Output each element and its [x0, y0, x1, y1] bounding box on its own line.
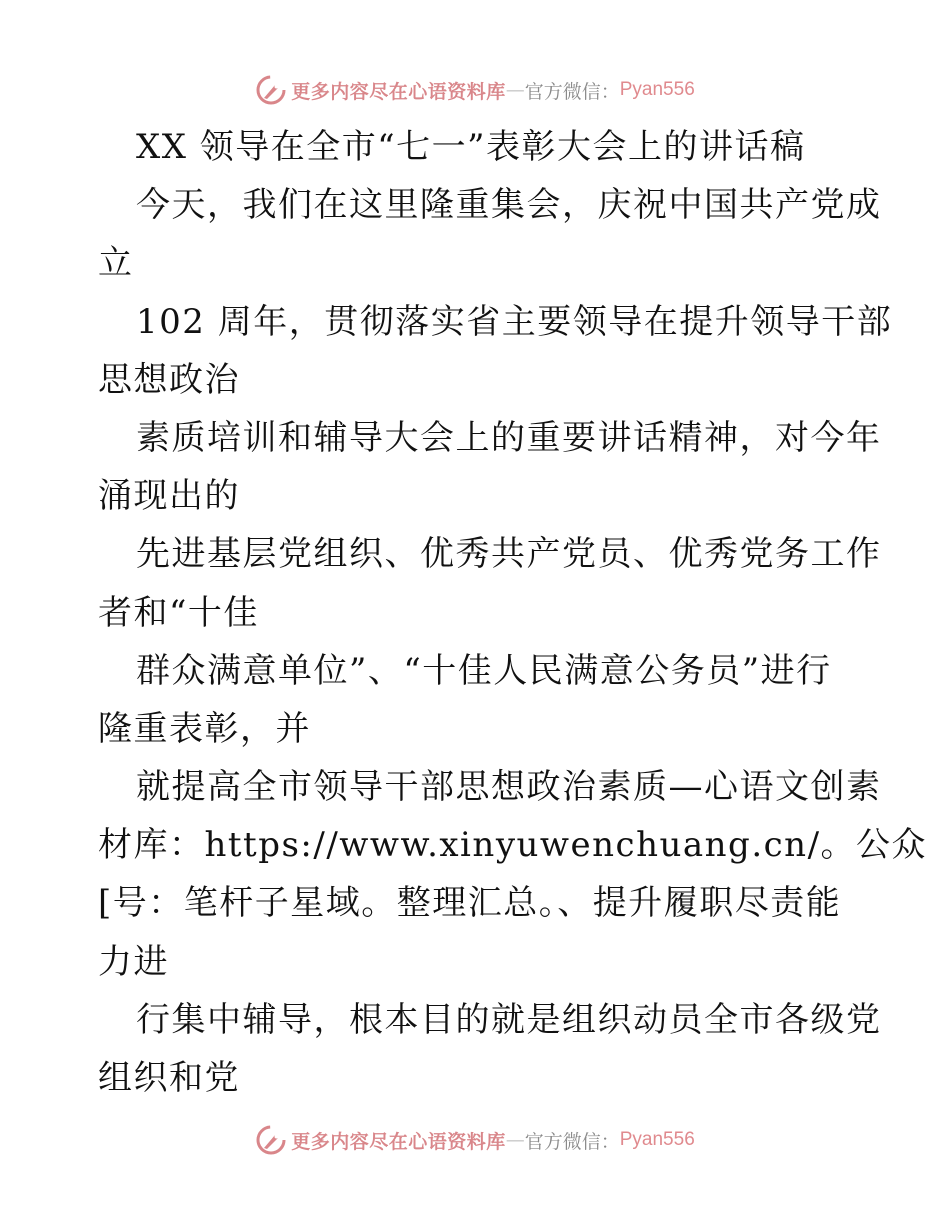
- header-watermark: [0, 70, 950, 110]
- text-line: 行集中辅导，根本目的就是组织动员全市各级党: [136, 999, 882, 1040]
- text-line: 组织和党: [98, 1058, 240, 1098]
- text-line: 材库：https://www.xinyuwenchuang.cn/。公众: [98, 825, 928, 866]
- pen-nib-logo-icon: [255, 1124, 287, 1156]
- watermark-official-label: 官方微信：: [524, 80, 620, 103]
- document-body: [98, 118, 928, 1107]
- watermark-official-label: 官方微信：: [524, 1130, 620, 1153]
- watermark-wechat-id: Pyan556: [619, 79, 695, 100]
- text-line: 今天，我们在这里隆重集会，庆祝中国共产党成: [136, 185, 882, 226]
- watermark-main-text: 更多内容尽在心语资料库: [291, 80, 506, 103]
- watermark-wechat-id: Pyan556: [619, 1129, 695, 1150]
- text-line: 先进基层党组织、优秀共产党员、优秀党务工作: [136, 534, 882, 575]
- text-line: 涌现出的: [98, 476, 240, 517]
- watermark-main-text: 更多内容尽在心语资料库: [291, 1130, 506, 1153]
- text-line: 群众满意单位”、“十佳人民满意公务员”进行: [136, 650, 832, 691]
- text-line: 立: [98, 243, 134, 284]
- text-line: [号：笔杆子星域。整理汇总。、提升履职尽责能: [98, 883, 842, 924]
- watermark-dash: —: [505, 1129, 525, 1151]
- pen-nib-logo-icon: [255, 74, 287, 106]
- footer-watermark: [0, 1120, 950, 1160]
- text-line: 102 周年，贯彻落实省主要领导在提升领导干部: [136, 301, 893, 342]
- text-line: 力进: [98, 941, 169, 982]
- text-line: 隆重表彰，并: [98, 708, 311, 749]
- text-line: 素质培训和辅导大会上的重要讲话精神，对今年: [136, 417, 882, 458]
- text-line: 就提高全市领导干部思想政治素质—心语文创素: [136, 767, 882, 808]
- watermark-dash: —: [505, 79, 525, 101]
- text-line: 者和“十佳: [98, 592, 259, 633]
- text-line: 思想政治: [98, 359, 240, 400]
- document-title-line: XX 领导在全市“七一”表彰大会上的讲话稿: [136, 127, 806, 167]
